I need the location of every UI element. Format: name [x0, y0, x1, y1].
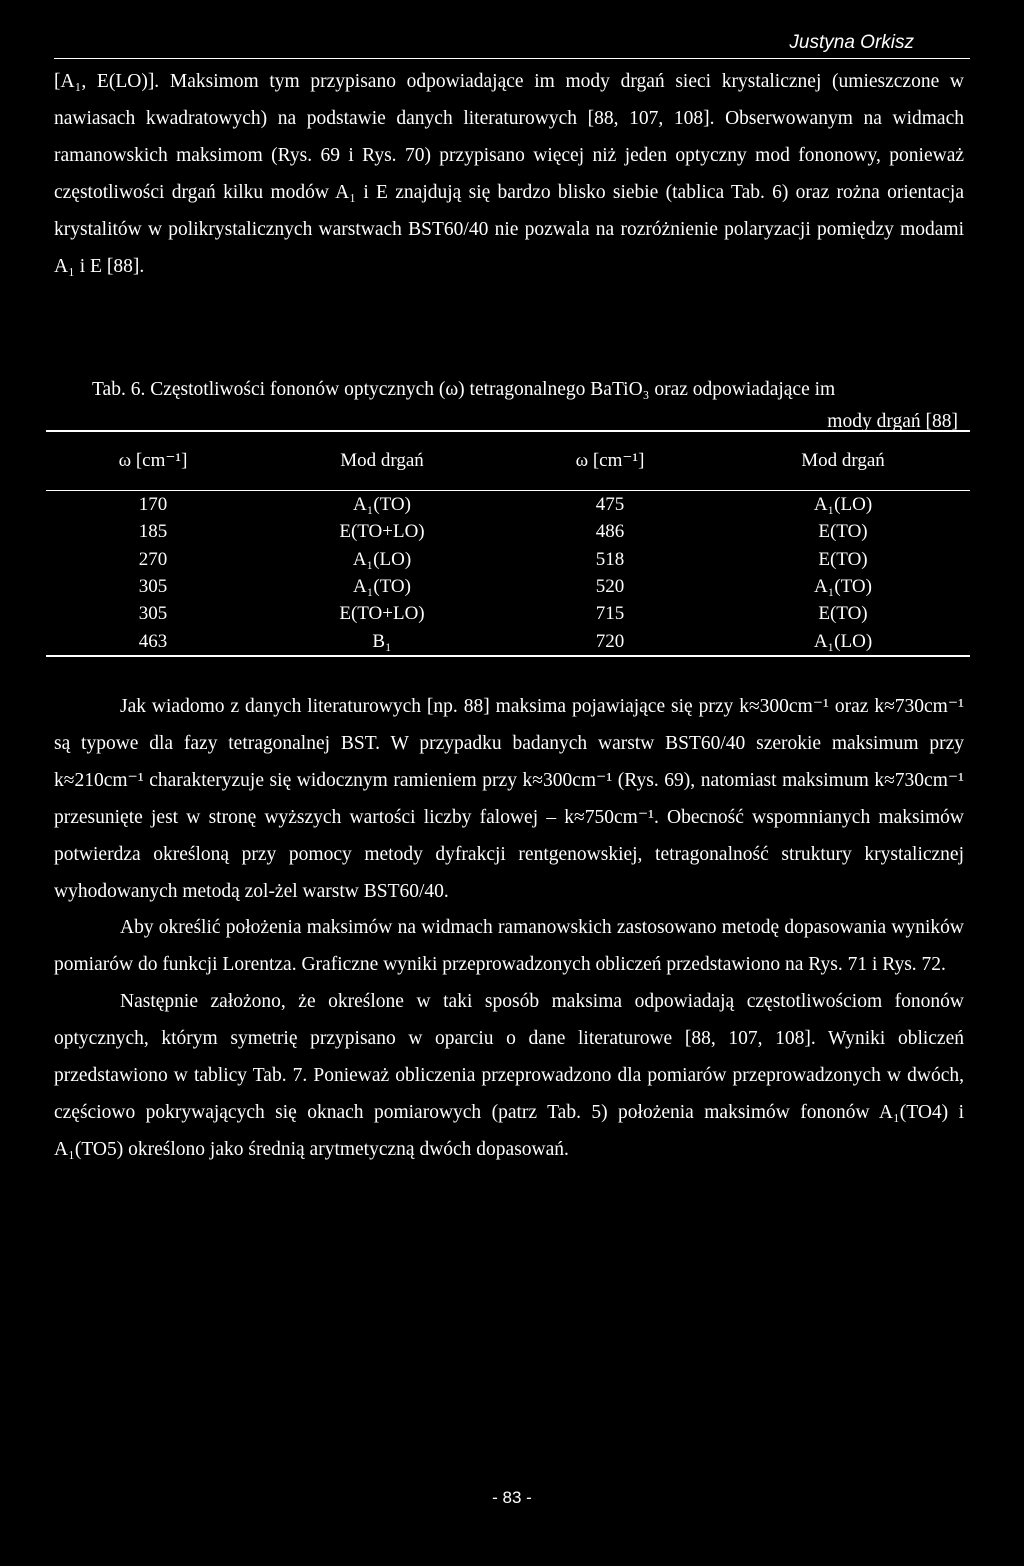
table-row — [46, 573, 970, 600]
table-cell: E(TO+LO) — [339, 603, 425, 625]
table-caption — [54, 374, 958, 438]
page-number: - 83 - — [492, 1488, 532, 1507]
table-cell: 305 — [138, 603, 168, 625]
table-cell: 720 — [595, 630, 625, 652]
body-paragraphs — [54, 689, 964, 1169]
table-cell: E(TO) — [818, 521, 868, 543]
table-cell: 486 — [595, 521, 625, 543]
table-cell: 170 — [138, 494, 168, 516]
header-title: Justyna Orkisz — [789, 32, 914, 53]
table-row — [46, 518, 970, 545]
table-header-row — [46, 431, 970, 491]
table-cell: E(TO+LO) — [339, 521, 425, 543]
table-cell: 518 — [595, 548, 625, 570]
table-cell: 305 — [138, 576, 168, 598]
col-header-mode-2: Mod drgań — [801, 450, 885, 471]
caption-line-2: mody drgań [88] — [827, 411, 958, 432]
col-header-mode-1: Mod drgań — [340, 450, 424, 471]
table-row — [46, 627, 970, 655]
table-cell: B₁ — [372, 630, 392, 652]
table-cell: A₁(TO) — [814, 576, 872, 598]
table-cell: E(TO) — [818, 603, 868, 625]
intro-paragraph-block — [54, 64, 964, 285]
paragraph: Aby określić położenia maksimów na widmach ramanowskich zastosowano metodę dopasowania wyników pomiarów do funkcji Lorentza. Graficzne wyniki przeprowadzonych obliczeń przedstawiono na Rys. 71 i Rys. 72. — [54, 917, 964, 976]
intro-paragraph: [A₁, E(LO)]. Maksimom tym przypisano odpowiadające im mody drgań sieci krystalicznej (umieszczone w nawiasach kwadratowych) na podstawie danych literaturowych [88, 107, 108]. Obserwowanym na widmach ramanowskich maksimom (Rys. 69 i Rys. 70) przypisano więcej niż jeden optyczny mod fononowy, ponieważ częstotliwości drgań kilku modów A₁ i E znajdują się bardzo blisko siebie (tablica Tab. 6) oraz rożna orientacja krystalitów w polikrystalicznych warstwach BST60/40 nie pozwala na rozróżnienie polaryzacji pomiędzy modami A₁ i E [88]. — [54, 71, 964, 277]
table-cell: E(TO) — [818, 548, 868, 570]
table-cell: A₁(TO) — [353, 576, 411, 598]
table-cell: 185 — [138, 521, 168, 543]
paragraph: Następnie założono, że określone w taki sposób maksima odpowiadają częstotliwościom fononów optycznych, którym symetrię przypisano w oparciu o dane literaturowe [88, 107, 108]. Wyniki obliczeń przedstawiono w tablicy Tab. 7. Ponieważ obliczenia przeprowadzono dla pomiarów przeprowadzonych w dwóch, częściowo pokrywających się oknach pomiarowych (patrz Tab. 5) położenia maksimów fononów A₁(TO4) i A₁(TO5) określono jako średnią arytmetyczną dwóch dopasowań. — [54, 991, 964, 1160]
table-row — [46, 491, 970, 519]
table-cell: 270 — [138, 548, 168, 570]
table-cell: A₁(LO) — [813, 494, 873, 516]
caption-line-1: Tab. 6. Częstotliwości fononów optycznych (ω) tetragonalnego BaTiO₃ oraz odpowiadające im — [92, 379, 836, 400]
col-header-omega-2: ω [cm⁻¹] — [575, 450, 645, 471]
table-cell: A₁(LO) — [813, 630, 873, 652]
page-header — [54, 30, 970, 59]
paragraph: Jak wiadomo z danych literaturowych [np. 88] maksima pojawiające się przy k≈300cm⁻¹ oraz k≈730cm⁻¹ są typowe dla fazy tetragonalnej BST. W przypadku badanych warstw BST60/40 szerokie maksimum przy k≈210cm⁻¹ charakteryzuje się widocznym ramieniem przy k≈300cm⁻¹ (Rys. 69), natomiast maksimum k≈730cm⁻¹ przesunięte jest w stronę wyższych wartości liczby falowej – k≈750cm⁻¹. Obecność wspomnianych maksimów potwierdza określoną przy pomocy metody dyfrakcji rentgenowskiej, tetragonalność struktury krystalicznej wyhodowanych metodą zol-żel warstw BST60/40. — [54, 696, 964, 902]
table-cell: 520 — [595, 576, 625, 598]
table-cell: 475 — [595, 494, 625, 516]
table-cell: A₁(TO) — [353, 494, 411, 516]
table-row — [46, 600, 970, 627]
table-row — [46, 546, 970, 573]
table-cell: 715 — [595, 603, 625, 625]
table-cell: A₁(LO) — [352, 548, 412, 570]
phonon-frequency-table — [46, 430, 970, 657]
col-header-omega-1: ω [cm⁻¹] — [118, 450, 188, 471]
table-cell: 463 — [138, 630, 168, 652]
